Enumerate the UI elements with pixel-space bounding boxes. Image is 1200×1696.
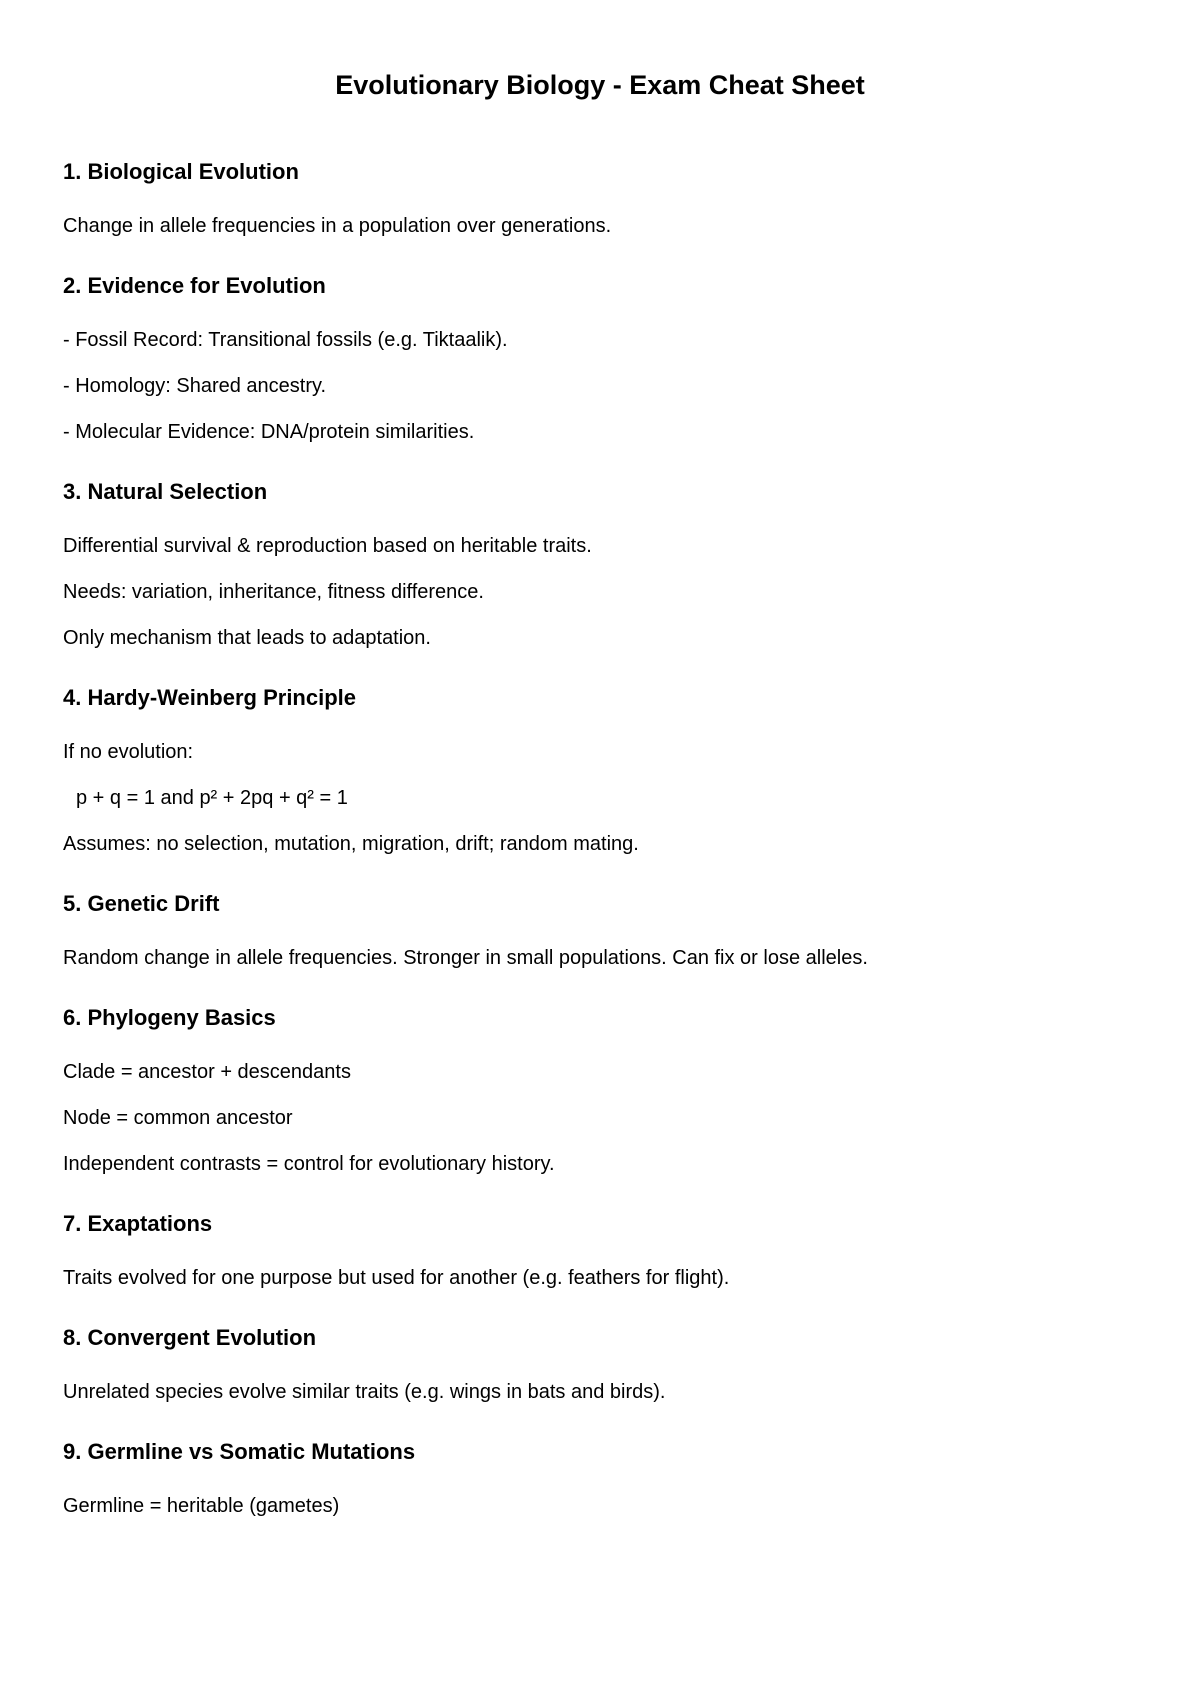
section-text: Independent contrasts = control for evolutionary history. — [63, 1153, 555, 1175]
section-text: Clade = ancestor + descendants — [63, 1061, 351, 1083]
section-text: If no evolution: — [63, 741, 194, 763]
section-text: - Homology: Shared ancestry. — [63, 375, 327, 397]
section-text: - Fossil Record: Transitional fossils (e.g. Tiktaalik). — [63, 329, 508, 351]
section-exaptations — [63, 1207, 1143, 1307]
section-natural-selection — [63, 475, 1143, 667]
section-convergent-evolution — [63, 1321, 1143, 1421]
section-heading: 3. Natural Selection — [63, 479, 268, 504]
section-text: Change in allele frequencies in a population over generations. — [63, 215, 612, 237]
section-text: Needs: variation, inheritance, fitness difference. — [63, 581, 484, 603]
section-text: Node = common ancestor — [63, 1107, 293, 1129]
section-evidence-for-evolution — [63, 269, 1143, 461]
section-phylogeny-basics — [63, 1001, 1143, 1193]
section-heading: 9. Germline vs Somatic Mutations — [63, 1439, 416, 1464]
section-heading: 7. Exaptations — [63, 1211, 213, 1236]
section-heading: 6. Phylogeny Basics — [63, 1005, 276, 1030]
section-genetic-drift — [63, 887, 1143, 987]
section-hardy-weinberg — [63, 681, 1143, 873]
section-heading: 4. Hardy-Weinberg Principle — [63, 685, 357, 710]
page-title: Evolutionary Biology - Exam Cheat Sheet — [335, 70, 865, 100]
section-heading: 1. Biological Evolution — [63, 159, 299, 184]
section-heading: 5. Genetic Drift — [63, 891, 220, 916]
section-biological-evolution — [63, 155, 1143, 255]
section-text: Unrelated species evolve similar traits (e.g. wings in bats and birds). — [63, 1381, 666, 1403]
section-heading: 2. Evidence for Evolution — [63, 273, 326, 298]
section-text: Only mechanism that leads to adaptation. — [63, 627, 431, 649]
equation-text: p + q = 1 and p² + 2pq + q² = 1 — [76, 787, 348, 809]
section-germline-vs-somatic — [63, 1435, 1143, 1535]
section-text: Traits evolved for one purpose but used for another (e.g. feathers for flight). — [63, 1267, 730, 1289]
section-text: Random change in allele frequencies. Stronger in small populations. Can fix or lose alleles. — [63, 947, 868, 969]
section-heading: 8. Convergent Evolution — [63, 1325, 317, 1350]
section-text: Assumes: no selection, mutation, migration, drift; random mating. — [63, 833, 639, 855]
section-text: Differential survival & reproduction based on heritable traits. — [63, 535, 592, 557]
section-text: - Molecular Evidence: DNA/protein similarities. — [63, 421, 475, 443]
document-body — [63, 155, 1143, 1535]
section-text: Germline = heritable (gametes) — [63, 1495, 340, 1517]
